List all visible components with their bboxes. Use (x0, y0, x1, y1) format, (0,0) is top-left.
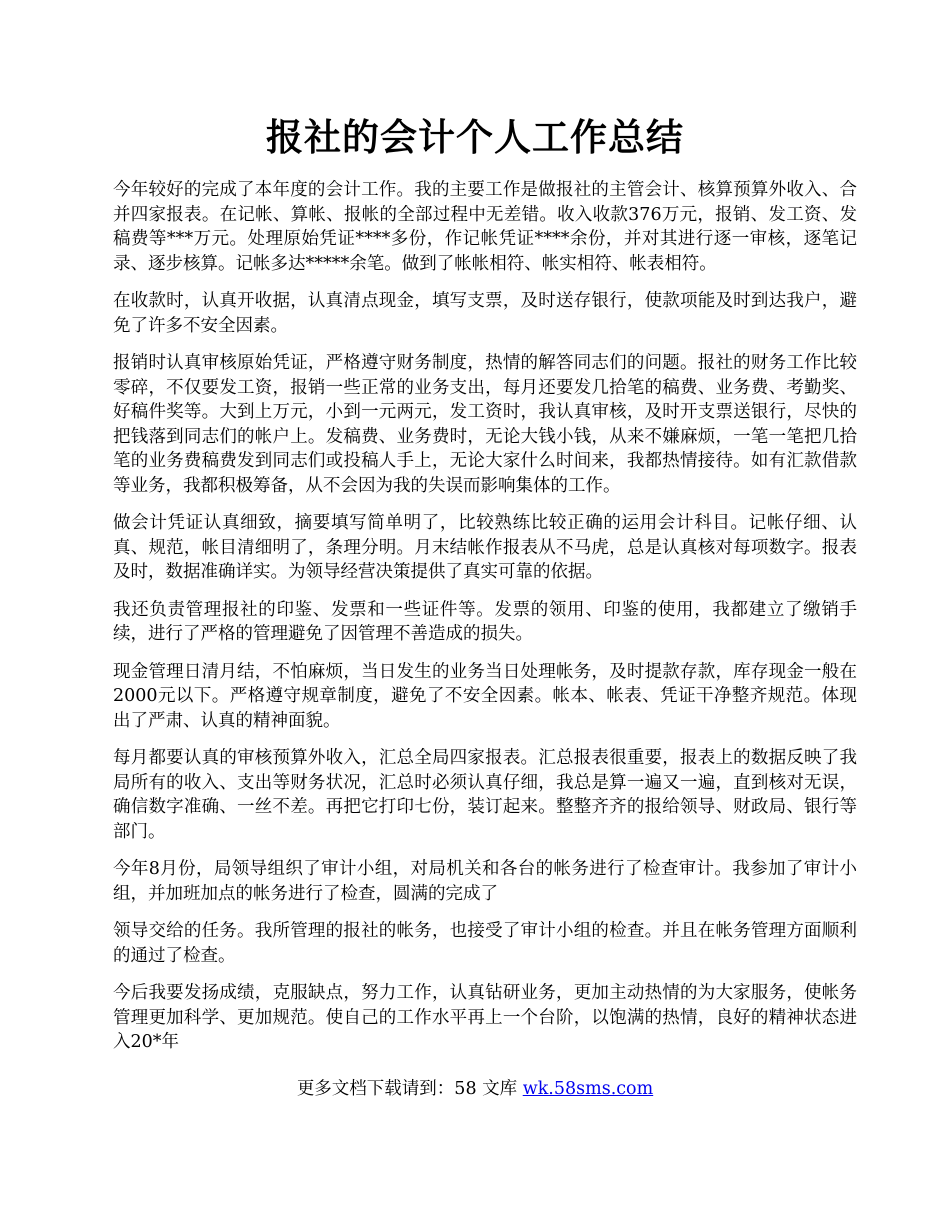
paragraph-1: 今年较好的完成了本年度的会计工作。我的主要工作是做报社的主管会计、核算预算外收入、合并四家报表。在记帐、算帐、报帐的全部过程中无差错。收入收款376万元，报销、发工资、发稿费等***万元。处理原始凭证****多份，作记帐凭证****余份，并对其进行逐一审核，逐笔记录、逐步核算。记帐多达*****余笔。做到了帐帐相符、帐实相符、帐表相符。 (113, 180, 857, 274)
paragraph-8: 今年8月份，局领导组织了审计小组，对局机关和各台的帐务进行了检查审计。我参加了审计小组，并加班加点的帐务进行了检查，圆满的完成了 (113, 859, 857, 904)
paragraph-5: 我还负责管理报社的印鉴、发票和一些证件等。发票的领用、印鉴的使用，我都建立了缴销手续，进行了严格的管理避免了因管理不善造成的损失。 (113, 599, 857, 644)
download-footer (0, 1077, 950, 1101)
paragraph-9: 领导交给的任务。我所管理的报社的帐务，也接受了审计小组的检查。并且在帐务管理方面顺利的通过了检查。 (113, 921, 857, 966)
document-title: 报社的会计个人工作总结 (266, 115, 684, 159)
document-body (113, 178, 857, 1068)
footer-link[interactable]: wk.58sms.com (522, 1079, 654, 1099)
paragraph-7: 每月都要认真的审核预算外收入，汇总全局四家报表。汇总报表很重要，报表上的数据反映了我局所有的收入、支出等财务状况，汇总时必须认真仔细，我总是算一遍又一遍，直到核对无误，确信数字准确、一丝不差。再把它打印七份，装订起来。整整齐齐的报给领导、财政局、银行等部门。 (113, 748, 857, 842)
paragraph-10: 今后我要发扬成绩，克服缺点，努力工作，认真钻研业务，更加主动热情的为大家服务，使帐务管理更加科学、更加规范。使自己的工作水平再上一个台阶，以饱满的热情，良好的精神状态进入20*年 (113, 983, 857, 1052)
paragraph-3: 报销时认真审核原始凭证，严格遵守财务制度，热情的解答同志们的问题。报社的财务工作比较零碎，不仅要发工资，报销一些正常的业务支出，每月还要发几拾笔的稿费、业务费、考勤奖、好稿件奖等。大到上万元，小到一元两元，发工资时，我认真审核，及时开支票送银行，尽快的把钱落到同志们的帐户上。发稿费、业务费时，无论大钱小钱，从来不嫌麻烦，一笔一笔把几拾笔的业务费稿费发到同志们或投稿人手上，无论大家什么时间来，我都热情接待。如有汇款借款等业务，我都积极筹备，从不会因为我的失误而影响集体的工作。 (113, 353, 857, 496)
paragraph-6: 现金管理日清月结，不怕麻烦，当日发生的业务当日处理帐务，及时提款存款，库存现金一般在2000元以下。严格遵守规章制度，避免了不安全因素。帐本、帐表、凭证干净整齐规范。体现出了严肃、认真的精神面貌。 (113, 661, 857, 731)
paragraph-4: 做会计凭证认真细致，摘要填写简单明了，比较熟练比较正确的运用会计科目。记帐仔细、认真、规范，帐目清细明了，条理分明。月末结帐作报表从不马虎，总是认真核对每项数字。报表及时，数据准确详实。为领导经营决策提供了真实可靠的依据。 (113, 513, 857, 582)
paragraph-2: 在收款时，认真开收据，认真清点现金，填写支票，及时送存银行，使款项能及时到达我户，避免了许多不安全因素。 (113, 291, 857, 336)
footer-prefix: 更多文档下载请到：58 文库 (296, 1079, 523, 1099)
